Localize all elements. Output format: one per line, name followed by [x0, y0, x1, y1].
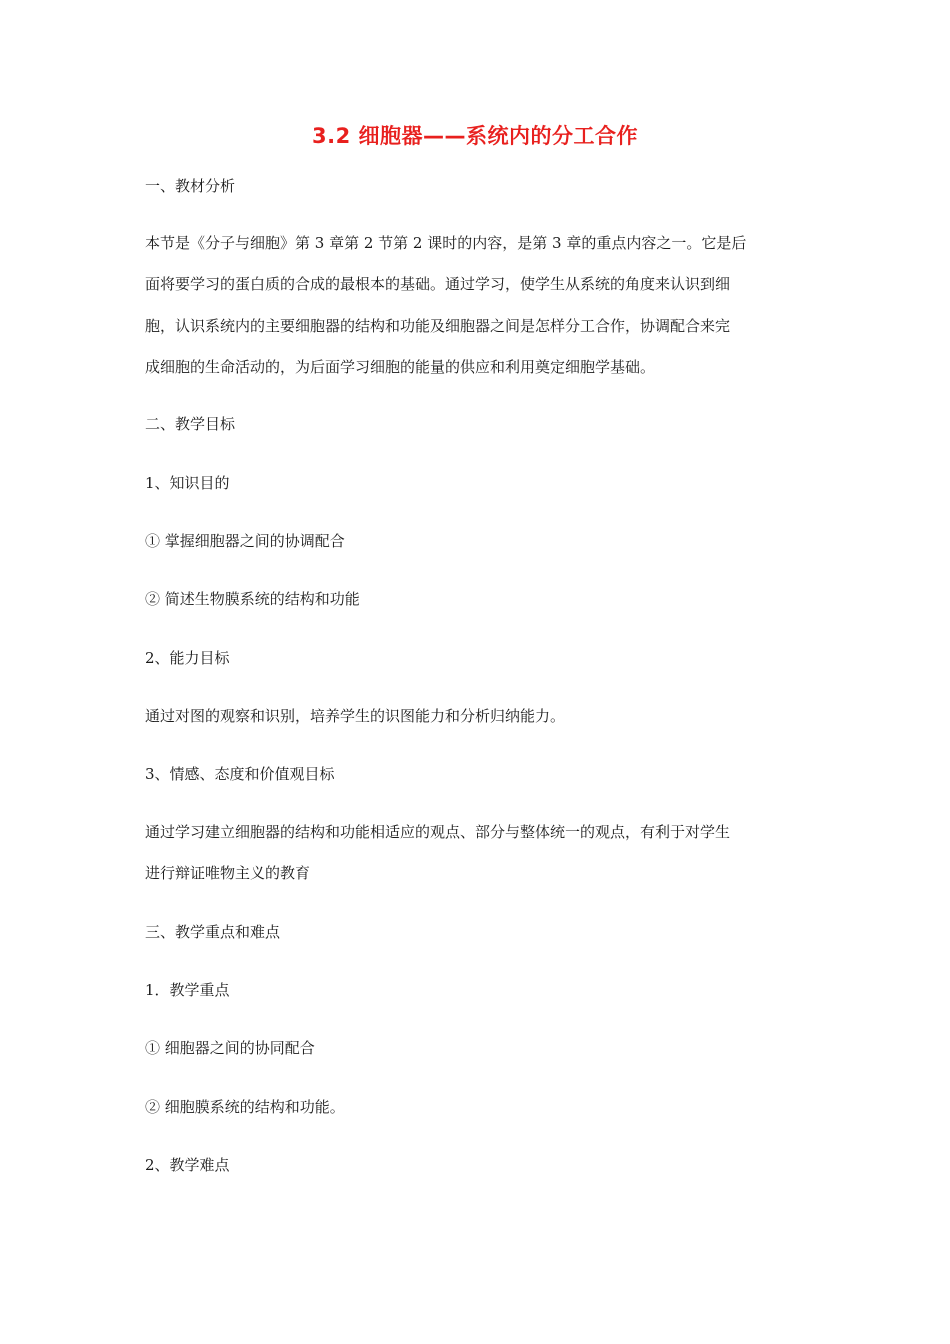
- paragraph-line: 通过对图的观察和识别，培养学生的识图能力和分析归纳能力。: [145, 707, 566, 725]
- document-title: 3.2 细胞器——系统内的分工合作: [311, 124, 638, 148]
- list-item: ① 细胞器之间的协同配合: [145, 1039, 315, 1057]
- subheading-attitude-goals: 3、情感、态度和价值观目标: [145, 765, 335, 783]
- paragraph-line: 通过学习建立细胞器的结构和功能相适应的观点、部分与整体统一的观点，有利于对学生: [145, 823, 731, 841]
- section-heading-teaching-goals: 二、教学目标: [145, 415, 236, 433]
- subheading-teaching-focus: 1．教学重点: [145, 981, 230, 999]
- list-item: ② 细胞膜系统的结构和功能。: [145, 1098, 345, 1116]
- subheading-teaching-difficulty: 2、教学难点: [145, 1156, 230, 1174]
- subheading-knowledge-goals: 1、知识目的: [145, 474, 230, 492]
- section-heading-textbook-analysis: 一、教材分析: [145, 177, 236, 195]
- subheading-ability-goals: 2、能力目标: [145, 649, 230, 667]
- paragraph-line: 胞，认识系统内的主要细胞器的结构和功能及细胞器之间是怎样分工合作，协调配合来完: [145, 317, 731, 335]
- section-heading-key-points: 三、教学重点和难点: [145, 923, 281, 941]
- list-item: ② 简述生物膜系统的结构和功能: [145, 590, 360, 608]
- paragraph-line: 成细胞的生命活动的，为后面学习细胞的能量的供应和利用奠定细胞学基础。: [145, 358, 656, 376]
- paragraph-line: 面将要学习的蛋白质的合成的最根本的基础。通过学习，使学生从系统的角度来认识到细: [145, 275, 731, 293]
- paragraph-line: 本节是《分子与细胞》第 3 章第 2 节第 2 课时的内容，是第 3 章的重点内容之一。它是后: [145, 234, 747, 252]
- paragraph-line: 进行辩证唯物主义的教育: [145, 864, 311, 882]
- list-item: ① 掌握细胞器之间的协调配合: [145, 532, 345, 550]
